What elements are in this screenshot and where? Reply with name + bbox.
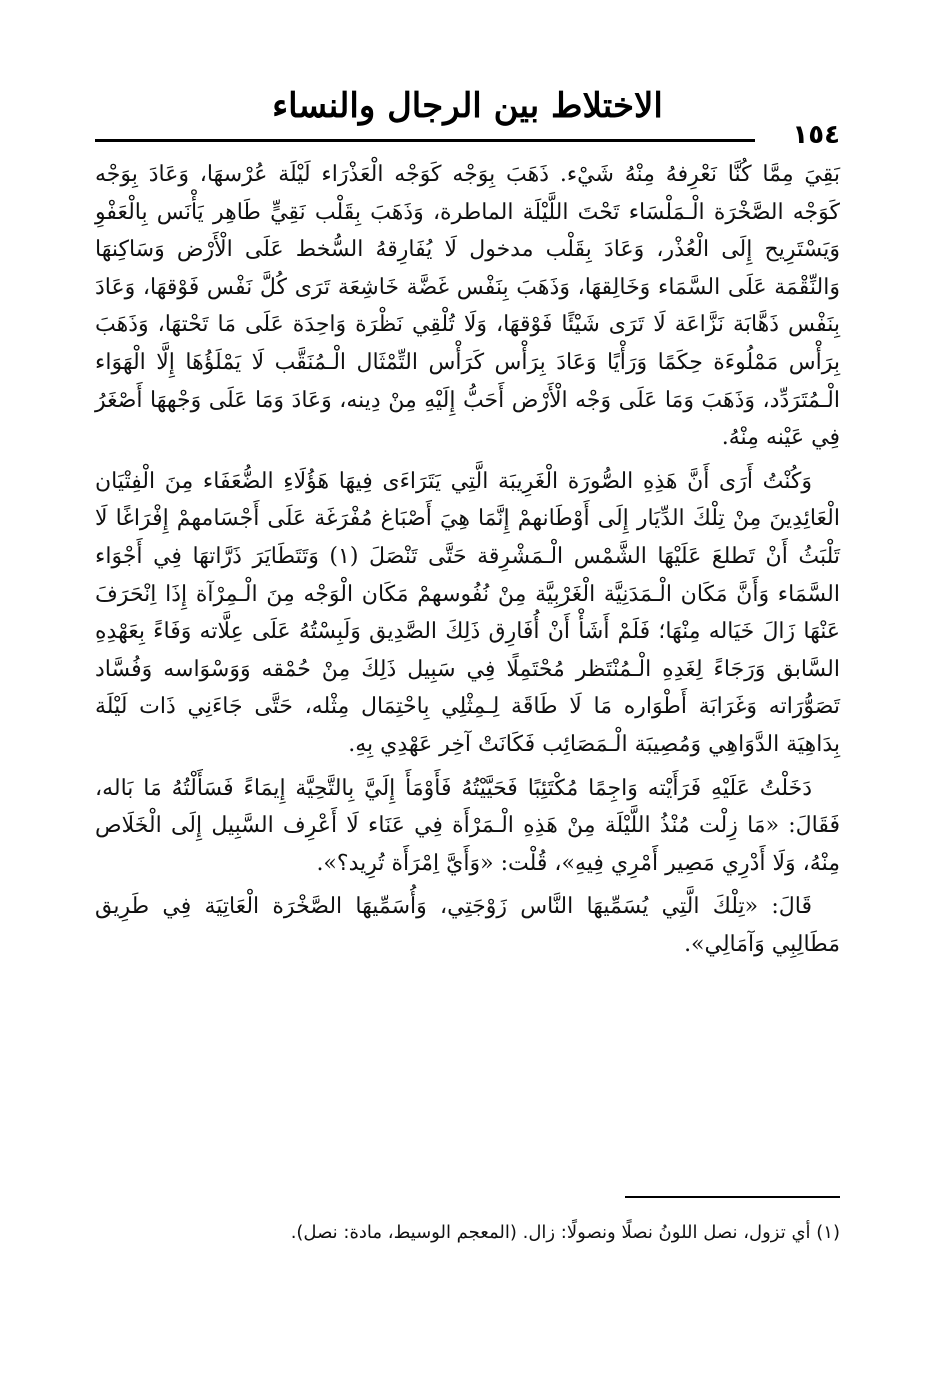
- header-rule: [95, 139, 755, 142]
- paragraph: بَقِيَ مِمَّا كُنَّا نَعْرِفهُ مِنْهُ شَيْء. ذَهَبَ بِوَجْه كَوَجْه الْعَذْرَاء لَيْلَة عُرْسهَا، وَعَادَ بِوَجْه كَوَجْه الصَّخْرَة الْـمَلْسَاء تَحْتَ اللَّيْلَة الماطرة، وَذَهَبَ بِقَلْب نَقِيٍّ طَاهِر يَأْنَس بِالْعَفْوِ وَيَسْتَرِيح إِلَى الْعُذْر، وَعَادَ بِقَلْب مدخول لَا يُفَارِقهُ السُّخط عَلَى الْأَرْض وَسَاكِنهَا وَالنِّقْمَة عَلَى السَّمَاء وَخَالِقهَا، وَذَهَبَ بِنَفْس غَضَّة خَاشِعَة تَرَى كُلَّ نَفْس فَوْقهَا، وَعَادَ بِنَفْس ذَهَّابَة نَزَّاعَة لَا تَرَى شَيْئًا فَوْقهَا، وَلَا تُلْقِي نَظْرَة وَاحِدَة عَلَى مَا تَحْتهَا، وَذَهَبَ بِرَأْس مَمْلُوءَة حِكَمًا وَرَأْيًا وَعَادَ بِرَأْس كَرَأْس التِّمْثَال الْـمُنَقَّب لَا يَمْلَؤُهَا إِلَّا الْهَوَاء الْـمُتَرَدِّد، وَذَهَبَ وَمَا عَلَى وَجْه الْأَرْض أَحَبُّ إِلَيْهِ مِنْ دِينه، وَعَادَ وَمَا عَلَى وَجْههَا أَصْغَرُ فِي عَيْنه مِنْهُ.: [95, 162, 840, 451]
- footnote: (١) أي تزول، نصل اللونُ نصلًا ونصولًا: زال. (المعجم الوسيط، مادة: نصل).: [290, 1222, 840, 1243]
- main-text: [95, 156, 840, 963]
- paragraph: قَالَ: «تِلْكَ الَّتِي يُسَمِّيهَا النَّاس زَوْجَتِي، وَأُسَمِّيهَا الصَّخْرَة الْعَاتِيَة فِي طَرِيق مَطَالِبِي وَآمَالِي».: [95, 894, 840, 957]
- footnote-rule: [625, 1196, 840, 1198]
- paragraph: دَخَلْتُ عَلَيْهِ فَرَأَيْته وَاجِمًا مُكْتَئِبًا فَحَيَّيْتُهُ فَأَوْمَأَ إِلَيَّ بِالتَّحِيَّة إِيمَاءً فَسَأَلْتُهُ مَا بَاله، فَقَالَ: «مَا زِلْت مُنْذُ اللَّيْلَة مِنْ هَذِهِ الْـمَرْأَة فِي عَنَاء لَا أَعْرِف السَّبِيل إِلَى الْخَلَاص مِنْهُ، وَلَا أَدْرِي مَصِير أَمْرِي فِيهِ»، قُلْت: «وَأَيَّ اِمْرَأَة تُرِيد؟».: [95, 775, 840, 876]
- running-title: الاختلاط بين الرجال والنساء: [272, 86, 663, 126]
- page-header: [95, 82, 840, 150]
- page-number: ١٥٤: [792, 120, 840, 150]
- paragraph: وَكُنْتُ أَرَى أَنَّ هَذِهِ الصُّورَة الْغَرِيبَة الَّتِي يَتَرَاءَى فِيهَا هَؤُلَاءِ الضُّعَفَاء مِنَ الْفِتْيَان الْعَائِدِينَ مِنْ تِلْكَ الدِّيَار إِلَى أَوْطَانهمْ إِنَّمَا هِيَ أَصْبَاغ مُفْرَغَة عَلَى أَجْسَامهمْ إِفْرَاغًا لَا تَلْبَثُ أَنْ تَطلعَ عَلَيْهَا الشَّمْس الْـمَشْرِقة حَتَّى تَنْصَلَ (١) وَتَتَطَايَرَ ذَرَّاتهَا فِي أَجْوَاء السَّمَاء وَأَنَّ مَكَان الْـمَدَنِيَّة الْغَرْبِيَّة مِنْ نُفُوسهمْ مَكَان الْوَجْه مِنَ الْـمِرْآة إِذَا اِنْحَرَفَ عَنْهَا زَالَ خَيَاله مِنْهَا؛ فَلَمْ أَشَأْ أَنْ أُفَارِق ذَلِكَ الصَّدِيق وَلَبِسْتُهُ عَلَى عِلَّاته وَفَاءً بِعَهْدِهِ السَّابق وَرَجَاءً لِغَدِهِ الْـمُنْتَظر مُحْتَمِلًا فِي سَبِيل ذَلِكَ مِنْ حُمْقه وَوَسْوَاسه وَفُسَّاد تَصَوُّرَاته وَغَرَابَة أَطْوَاره مَا لَا طَاقَة لِـمِثْلِي بِاحْتِمَال مِثْله، حَتَّى جَاءَنِي ذَات لَيْلَة بِدَاهِيَة الدَّوَاهِي وَمُصِيبَة الْـمَصَائِب فَكَانَتْ آخِر عَهْدِي بِهِ.: [95, 468, 841, 757]
